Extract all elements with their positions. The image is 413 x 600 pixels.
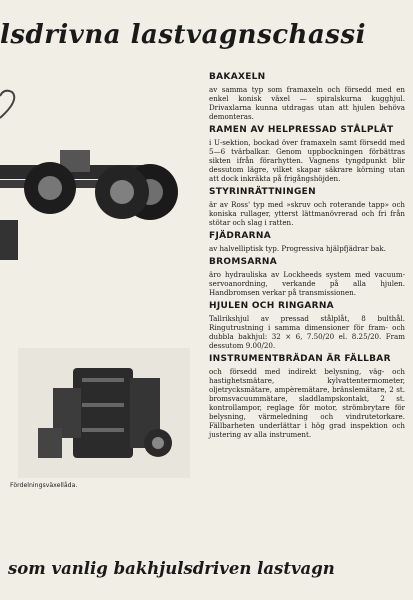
- section-body: av halvelliptisk typ. Progressiva hjälpfjädrar bak.: [209, 244, 386, 253]
- section-body: i U-sektion, bockad över framaxeln samt försedd med 5—6 tvärbalkar. Genom uppbockningen förbättras sikten ifrån förarhytten. Vagnens tyngdpunkt blir dessutom lägre, vilket skapar säkrare körning utan att dock inkräkta på frigångshöjden.: [209, 138, 405, 183]
- section-body: Tallrikshjul av pressad stålplåt, 8 bulthål. Ringutrustning i samma dimensioner för fram- och dubbla bakhjul: 32 × 6, 7.50/20 el. 8.25/20. Fram dessutom 9.00/20.: [209, 314, 405, 350]
- section-body: av samma typ som framaxeln och försedd med en enkel konisk växel — spiralskurna kugghjul. Drivaxlarna kunna utdragas utan att hjulen behöva demonteras.: [209, 85, 405, 121]
- section-body: äro hydrauliska av Lockheeds system med vacuum-servoanordning, verkande på alla hjulen. Handbromsen verkar på transmissionen.: [209, 270, 405, 297]
- section-bakaxeln: [209, 72, 405, 121]
- section-ramen: [209, 125, 405, 183]
- section-instrumentbradan: [209, 354, 405, 439]
- headline-text: lsdrivna lastvagnschassi: [0, 20, 366, 50]
- section-title: STYRINRÄTTNINGEN: [209, 187, 316, 197]
- section-bromsarna: [209, 257, 405, 297]
- section-body: och försedd med indirekt belysning, väg- och hastighetsmätare, kylvattentermometer, oljetrycksmätare, ampèremätare, bränslemätare, 2 st. bromsvacuummätare, sladdlampskontakt, 2 st. kontrollampor, reglage för motor, strömbrytare för belysning, värmeledning och vindrutetorkare. Fällbarheten underlättar i hög grad inspektion och justering av alla instrument.: [209, 367, 405, 439]
- headline-band: [0, 20, 413, 54]
- section-title: INSTRUMENTBRÄDAN ÄR FÄLLBAR: [209, 354, 391, 364]
- section-title: BAKAXELN: [209, 72, 266, 82]
- section-body: är av Ross' typ med »skruv och roterande tapp» och koniska rullager, ytterst lättmanövrerad och fri från stötar och slag i ratten.: [209, 200, 405, 227]
- section-styrinrattningen: [209, 187, 405, 227]
- footline-text: som vanlig bakhjulsdriven lastvagn: [8, 559, 335, 578]
- section-title: FJÄDRARNA: [209, 231, 271, 241]
- photo-caption: Fördelningsväxellåda.: [10, 482, 78, 489]
- footline-band: [0, 559, 413, 583]
- section-hjulen: [209, 301, 405, 350]
- section-fjadrarna: [209, 231, 405, 253]
- section-title: BROMSARNA: [209, 257, 277, 267]
- chassis-photo: [0, 70, 190, 270]
- section-title: RAMEN AV HELPRESSAD STÅLPLÅT: [209, 125, 394, 135]
- section-title: HJULEN OCH RINGARNA: [209, 301, 334, 311]
- transfer-gearbox-photo: [18, 348, 190, 478]
- spec-column: [209, 72, 405, 443]
